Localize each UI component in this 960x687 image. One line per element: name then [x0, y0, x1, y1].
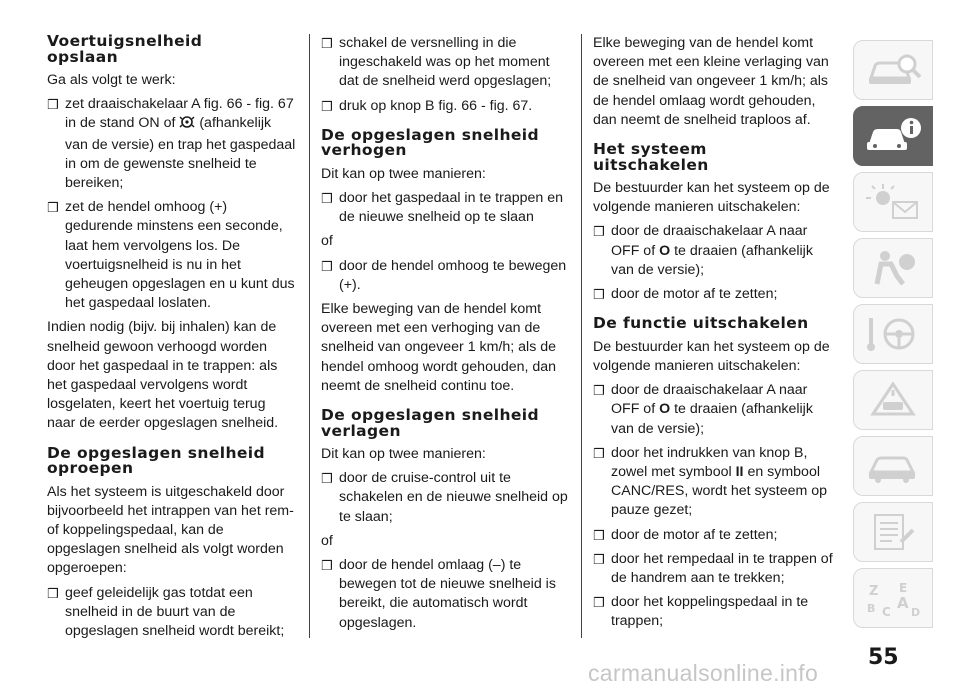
list-item: ❒ zet de hendel omhoog (+) gedurende minstens een seconde, laat hem vervolgens los. De voertuigsnelheid is nu in het geheugen opgeslagen en u kunt dus het gaspedaal loslaten.	[47, 199, 295, 312]
checkbox-bullet-icon: ❒	[321, 98, 333, 114]
list-item: ❒ door de draaischakelaar A naar OFF of O te draaien (afhankelijk van de versie);	[593, 382, 813, 437]
list-item: ❒ door de cruise-control uit te schakelen en de nieuwe snelheid op te slaan;	[321, 470, 568, 525]
checkbox-bullet-icon: ❒	[593, 383, 605, 399]
steering-wrench-icon	[863, 314, 923, 354]
checkbox-bullet-icon: ❒	[47, 97, 59, 113]
list-item: ❒ door de motor af te zetten;	[593, 286, 778, 303]
tab-breakdown[interactable]	[853, 370, 933, 430]
heading-function-off: De functie uitschakelen	[593, 314, 809, 333]
tab-steering[interactable]	[853, 304, 933, 364]
svg-text:Z: Z	[869, 584, 879, 599]
list-item: ❒ door het indrukken van knop B, zowel met symbool II en symbool CANC/RES, wordt het systeem op pauze gezet;	[593, 444, 828, 519]
list-item: ❒ door het koppelingspedaal in te trappen;	[593, 594, 809, 630]
heading-store-speed: Voertuigsnelheid opslaan	[47, 32, 203, 66]
paragraph-or: of	[321, 532, 333, 549]
svg-text:C: C	[882, 605, 891, 618]
checkbox-bullet-icon: ❒	[47, 200, 59, 216]
checkbox-bullet-icon: ❒	[593, 595, 605, 611]
list-item: ❒ schakel de versnelling in die ingeschakeld was op het moment dat de snelheid werd opgeslagen;	[321, 35, 552, 90]
checkbox-bullet-icon: ❒	[321, 471, 333, 487]
list-item: ❒ zet draaischakelaar A fig. 66 - fig. 67 in de stand ON of (afhankelijk van de versie) en trap het gaspedaal in om de gewenste snelheid te bereiken;	[47, 96, 296, 192]
svg-text:E: E	[899, 581, 908, 595]
checkbox-bullet-icon: ❒	[593, 287, 605, 303]
checkbox-bullet-icon: ❒	[321, 36, 333, 51]
checkbox-bullet-icon: ❒	[593, 527, 605, 543]
heading-recall-speed: De opgeslagen snelheid oproepen	[47, 443, 266, 478]
symbol-o: O	[659, 242, 671, 259]
list-item: ❒ door de hendel omlaag (–) te bewegen tot de nieuwe snelheid is bereikt, die automatisch wordt opgeslagen.	[321, 557, 556, 631]
heading-increase-speed: De opgeslagen snelheid verhogen	[321, 125, 540, 160]
paragraph-or: of	[321, 233, 333, 250]
watermark: carmanualsonline.info	[588, 660, 819, 686]
index-letters-icon	[863, 578, 923, 618]
svg-text:B: B	[867, 602, 876, 615]
car-search-icon	[863, 50, 923, 90]
car-side-icon	[863, 446, 923, 486]
heading-decrease-speed: De opgeslagen snelheid verlagen	[321, 406, 540, 440]
engine-on-icon	[179, 115, 195, 135]
car-breakdown-icon	[863, 380, 923, 420]
svg-text:D: D	[911, 606, 921, 618]
text-column-3	[593, 34, 833, 637]
paragraph: Elke beweging van de hendel komt overeen met een verhoging van de snelheid van ongeveer 1 km/h; als de hendel omhoog wordt gehouden, dan neemt de snelheid continu toe.	[321, 301, 557, 394]
page-number: 55	[868, 645, 899, 670]
airbag-icon	[863, 248, 923, 288]
list-item: ❒ door de draaischakelaar A naar OFF of O te draaien (afhankelijk van de versie);	[593, 223, 813, 278]
symbol-o: O	[659, 401, 671, 418]
checkbox-bullet-icon: ❒	[593, 551, 605, 567]
list-item: ❒ door het rempedaal in te trappen of de handrem aan te trekken;	[593, 550, 833, 586]
list-item: ❒ druk op knop B fig. 66 - fig. 67.	[321, 97, 533, 114]
svg-text:A: A	[897, 594, 909, 612]
tab-checklist[interactable]	[853, 502, 933, 562]
symbol-pause: II	[735, 463, 744, 480]
paragraph: De bestuurder kan het systeem op de volgende manieren uitschakelen:	[593, 180, 830, 216]
text-column-1	[47, 34, 297, 646]
column-separator	[309, 34, 310, 638]
checklist-icon	[863, 512, 923, 552]
paragraph: Elke beweging van de hendel komt overeen met een kleine verlaging van de snelheid van ongeveer 1 km/h; als de hendel omlaag wordt gehouden, dan neemt de snelheid traploos af.	[593, 35, 829, 128]
tab-car-side[interactable]	[853, 436, 933, 496]
checkbox-bullet-icon: ❒	[593, 224, 605, 240]
chapter-tabs	[853, 40, 933, 634]
column-separator	[581, 34, 582, 638]
warning-lights-icon	[863, 182, 923, 222]
checkbox-bullet-icon: ❒	[321, 558, 333, 574]
paragraph: Indien nodig (bijv. bij inhalen) kan de snelheid gewoon verhoogd worden door het gaspedaal in te trappen: als het gaspedaal vervolgens wordt losgelaten, keert het voertuig terug naar de eerder opgeslagen snelheid.	[47, 319, 279, 432]
tab-car-info[interactable]	[853, 106, 933, 166]
tab-airbag[interactable]	[853, 238, 933, 298]
text-column-2	[321, 34, 569, 638]
list-item: ❒ door het gaspedaal in te trappen en de nieuwe snelheid op te slaan	[321, 190, 564, 226]
tab-car-search[interactable]	[853, 40, 933, 100]
paragraph: Dit kan op twee manieren:	[321, 165, 486, 182]
checkbox-bullet-icon: ❒	[593, 445, 605, 461]
checkbox-bullet-icon: ❒	[47, 585, 59, 601]
car-info-icon	[863, 116, 923, 156]
paragraph: Als het systeem is uitgeschakeld door bijvoorbeeld het intrappen van het rem- of koppelingspedaal, kan de opgeslagen snelheid als volgt worden opgeroepen:	[47, 483, 294, 577]
checkbox-bullet-icon: ❒	[321, 191, 333, 207]
tab-index[interactable]	[853, 568, 933, 628]
list-item: ❒ door de hendel omhoog te bewegen (+).	[321, 257, 567, 293]
tab-warning-lights[interactable]	[853, 172, 933, 232]
paragraph: De bestuurder kan het systeem op de volgende manieren uitschakelen:	[593, 338, 830, 374]
heading-system-off: Het systeem uitschakelen	[593, 140, 709, 174]
list-item: ❒ door de motor af te zetten;	[593, 526, 778, 543]
paragraph: Ga als volgt te werk:	[47, 72, 176, 88]
list-item: ❒ geef geleidelijk gas totdat een snelheid in de buurt van de opgeslagen snelheid wordt bereikt;	[47, 584, 285, 640]
checkbox-bullet-icon: ❒	[321, 258, 333, 274]
paragraph: Dit kan op twee manieren:	[321, 446, 486, 463]
